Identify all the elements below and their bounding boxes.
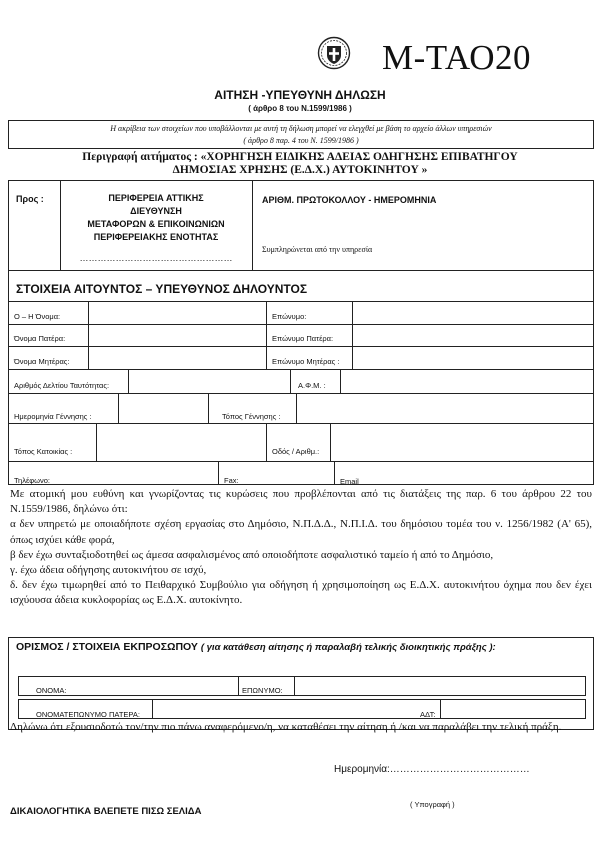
to-label: Προς : [16,194,44,204]
recipient-line-4: ΠΕΡΙΦΕΡΕΙΑΚΗΣ ΕΝΟΤΗΤΑΣ [93,232,219,242]
name-label: Ο – Η Όνομα: [14,312,61,321]
rep-adt-label: ΑΔΤ: [420,710,436,719]
father-name-label: Όνομα Πατέρα: [14,334,66,343]
representative-title [16,641,586,654]
signature-label: ( Υπογραφή ) [410,800,455,809]
request-description-line-2: ΔΗΜΟΣΙΑΣ ΧΡΗΣΗΣ (Ε.Δ.Χ.) ΑΥΤΟΚΙΝΗΤΟΥ » [172,164,428,176]
rep-name-label: ΟΝΟΜΑ: [36,686,67,695]
surname-label: Επώνυμο: [272,312,307,321]
greek-emblem-icon [317,36,351,70]
representative-title-note: ( για κατάθεση αίτησης ή παραλαβή τελικής διοικητικής πράξης ): [200,642,496,653]
mother-surname-label: Επώνυμο Μητέρας : [272,357,340,366]
protocol-note: Συμπληρώνεται από την υπηρεσία [262,245,373,254]
recipient-dots[interactable]: …………………………………………… [79,253,233,263]
street-label: Οδός / Αριθμ.: [272,447,320,456]
declaration-item-c: γ. έχω άδεια οδήγησης αυτοκινήτου σε ισχύ, [10,564,207,577]
mother-name-label: Όνομα Μητέρας: [14,357,70,366]
rep-father-label: ΟΝΟΜΑΤΕΠΩΝΥΜΟ ΠΑΤΕΡΑ: [36,710,140,719]
recipient-line-2: ΔΙΕΥΘΥΝΣΗ [130,206,182,216]
date-field[interactable]: Ημερομηνία:…………………………………… [334,764,530,775]
id-number-label: Αριθμός Δελτίου Ταυτότητας: [14,381,110,390]
father-surname-label: Επώνυμο Πατέρα: [272,334,334,343]
declaration-item-b: β δεν έχω συνταξιοδοτηθεί ως άμεσα ασφαλισμένος από οποιοδήποτε ασφαλιστικό ταμείο ή από το Δημόσιο, [10,548,494,561]
form-code: Μ-ΤΑΟ20 [382,38,531,77]
birth-date-label: Ημερομηνία Γέννησης : [14,412,92,421]
authorization-text: Δηλώνω ότι εξουσιοδοτώ τον/την πιο πάνω αναφερόμενο/η, να καταθέσει την αίτηση ή /και να παραλάβει την τελική πράξη. [10,721,562,733]
notice-line-1: Η ακρίβεια των στοιχείων που υποβάλλονται με αυτή τη δήλωση μπορεί να ελεγχθεί με βάση το αρχείο άλλων υπηρεσιών [110,124,492,133]
request-description-line-1: Περιγραφή αιτήματος : «ΧΟΡΗΓΗΣΗ ΕΙΔΙΚΗΣ ΑΔΕΙΑΣ ΟΔΗΓΗΣΗΣ ΕΠΙΒΑΤΗΓΟΥ [82,151,518,163]
form-title: ΑΙΤΗΣΗ -ΥΠΕΥΘΥΝΗ ΔΗΛΩΣΗ [214,88,386,102]
declaration-item-a: α δεν υπηρετώ με οποιαδήποτε σχέση εργασίας στο Δημόσιο, Ν.Π.Δ.Δ., Ν.Π.Ι.Δ. του δημόσιου τομέα του ν. 1256/1982 (Α' 65), όπως ισχύει κάθε φορά, [10,518,592,546]
residence-label: Τόπος Κατοικίας : [14,447,73,456]
fax-label: Fax: [224,476,239,485]
email-label: Email [340,477,359,486]
form-subtitle: ( άρθρο 8 του Ν.1599/1986 ) [248,104,352,113]
protocol-title: ΑΡΙΘΜ. ΠΡΩΤΟΚΟΛΛΟΥ - ΗΜΕΡΟΜΗΝΙΑ [262,195,437,205]
applicant-section-title: ΣΤΟΙΧΕΙΑ ΑΙΤΟΥΝΤΟΣ – ΥΠΕΥΘΥΝΟΣ ΔΗΛΟΥΝΤΟΣ [16,282,308,296]
recipient-line-1: ΠΕΡΙΦΕΡΕΙΑ ΑΤΤΙΚΗΣ [108,193,204,203]
afm-label: Α.Φ.Μ. : [298,381,326,390]
declaration-text [10,487,592,609]
rep-row-1 [18,676,586,696]
notice-line-2: ( άρθρο 8 παρ. 4 του Ν. 1599/1986 ) [243,136,359,145]
birth-place-label: Τόπος Γέννησης : [222,412,281,421]
representative-title-main: ΟΡΙΣΜΟΣ / ΣΤΟΙΧΕΙΑ ΕΚΠΡΟΣΩΠΟΥ [16,641,198,653]
rep-surname-label: ΕΠΩΝΥΜΟ: [242,686,283,695]
declaration-intro: Με ατομική μου ευθύνη και γνωρίζοντας τις κυρώσεις που προβλέπονται από τις διατάξεις της παρ. 6 του άρθρου 22 του Ν.1559/1986, δηλώνω ότι: [10,488,592,516]
phone-label: Τηλέφωνο: [14,476,51,485]
declaration-item-d: δ. δεν έχω τιμωρηθεί από το Πειθαρχικό Συμβούλιο για οδήγηση ή χρησιμοποίηση ως Ε.Δ.Χ. αυτοκινήτου όχημα που δεν έχει ισχύουσα άδεια κυκλοφορίας ως Ε.Δ.Χ. αυτοκίνητο. [10,579,592,607]
recipient-line-3: ΜΕΤΑΦΟΡΩΝ & ΕΠΙΚΟΙΝΩΝΙΩΝ [87,219,225,229]
documents-note: ΔΙΚΑΙΟΛΟΓΗΤΙΚΑ ΒΛΕΠΕΤΕ ΠΙΣΩ ΣΕΛΙΔΑ [10,806,202,817]
